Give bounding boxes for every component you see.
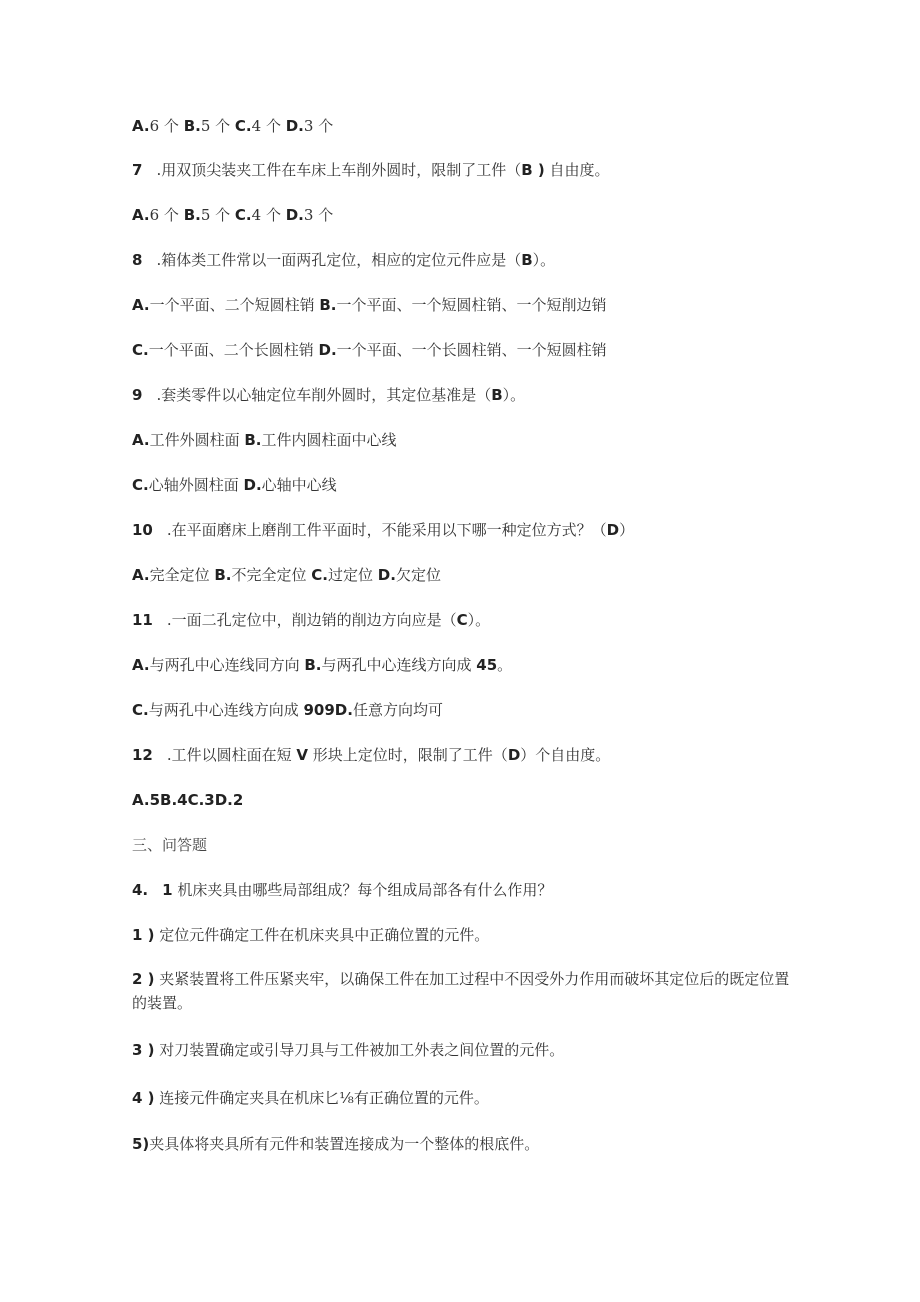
question-10 [132,519,634,541]
question-number: 9 [132,386,143,404]
option-a-text: 完全定位 [149,566,215,584]
option-c-text: 与两孔中心连线方向成 [148,701,304,719]
option-d-text: 一个平面、一个长圆柱销、一个短圆柱销 [336,341,607,359]
option-c-text: 4 个 [251,117,286,135]
option-c-label: C. [132,341,149,359]
option-d-label: 909D. [303,701,353,719]
answer-item-3 [132,1039,564,1061]
item-text: 夹具体将夹具所有元件和装置连接成为一个整体的根底件。 [149,1135,540,1153]
option-a-label: A. [132,206,150,224]
question-text: 机床夹具由哪些局部组成？每个组成局部各有什么作用？ [172,881,553,899]
option-c-label: C. [234,117,252,135]
question-text: .箱体类工件常以一面两孔定位，相应的定位元件应是（ [156,251,522,269]
option-a-label: A. [132,296,150,314]
answer-mark: D [606,521,620,539]
answer-mark: D [507,746,521,764]
answer-mark: B [521,251,533,269]
question-7 [132,159,610,181]
question-number: 11 [132,611,153,629]
item-number: 3 ) [132,1041,155,1059]
options-line-q9-ab [132,429,397,451]
option-a-label: A. [132,431,150,449]
option-d-label: D. [243,476,262,494]
options-line-q11-cd [132,699,443,721]
option-c-text: 4 个 [251,206,286,224]
question-text-mid: 形块上定位时，限制了工件（ [308,746,508,764]
question-number: 8 [132,251,143,269]
question-text: .套类零件以心轴定位车削外圆时，其定位基准是（ [156,386,492,404]
item-text: 对刀装置确定或引导刀具与工件被加工外表之间位置的元件。 [154,1041,565,1059]
option-a-label: A. [132,656,150,674]
options-line-q6 [132,115,333,137]
option-a-label: A. [132,117,150,135]
question-12 [132,744,610,766]
section-title: 三、问答题 [132,836,208,854]
question-number: 7 [132,161,143,179]
answer-item-5 [132,1133,539,1155]
option-b-text: 工件内圆柱面中心线 [261,431,397,449]
option-c-text: 心轴外圆柱面 [148,476,244,494]
question-text: .一面二孔定位中，削边销的削边方向应是（ [166,611,457,629]
option-c-text: 过定位 [328,566,378,584]
question-text-end: ） [619,521,635,539]
item-number: 2 ) [132,970,155,988]
option-d-label: D. [285,117,304,135]
option-b-end: 。 [497,656,513,674]
item-text: 夹紧装置将工件压紧夹牢，以确保工件在加工过程中不因受外力作用而破坏其定位后的既定位置的装置。 [132,970,790,1012]
question-text-end: ）。 [532,251,556,269]
question-number: 12 [132,746,153,764]
answer-item-4 [132,1087,489,1109]
option-b-label: B. [304,656,322,674]
option-a-text: 6 个 [149,117,184,135]
question-11 [132,609,490,631]
answer-item-2 [132,967,792,1015]
option-c-label: C. [132,701,149,719]
options-line-q7 [132,204,333,226]
option-b-text: 一个平面、一个短圆柱销、一个短削边销 [336,296,607,314]
question-8 [132,249,555,271]
option-b-label: B. [244,431,262,449]
option-b-text: 5 个 [200,206,235,224]
answer-mark: B [491,386,503,404]
item-number: 5) [132,1135,150,1153]
option-c-label: C. [234,206,252,224]
item-number: 4 ) [132,1089,155,1107]
question-text-end: ）。 [502,386,526,404]
item-text: 定位元件确定工件在机床夹具中正确位置的元件。 [154,926,490,944]
option-b-label: B. [319,296,337,314]
item-text: 连接元件确定夹具在机床匕⅛有正确位置的元件。 [154,1089,489,1107]
option-d-label: D. [318,341,337,359]
options-line-q12 [132,789,243,811]
option-c-text: 一个平面、二个长圆柱销 [148,341,319,359]
option-d-text: 任意方向均可 [352,701,443,719]
option-b-text: 5 个 [200,117,235,135]
option-c-label: C. [311,566,329,584]
option-b-text: 与两孔中心连线方向成 [321,656,477,674]
question-9 [132,384,525,406]
question-text-end: ）。 [467,611,491,629]
option-b-angle: 45 [476,656,498,674]
options-text: A.5B.4C.3D.2 [132,791,244,809]
option-a-label: A. [132,566,150,584]
question-text: .在平面磨床上磨削工件平面时，不能采用以下哪一种定位方式？（ [166,521,607,539]
options-line-q11-ab [132,654,512,676]
option-d-label: D. [285,206,304,224]
option-c-label: C. [132,476,149,494]
option-b-label: B. [183,117,201,135]
option-a-text: 与两孔中心连线同方向 [149,656,305,674]
option-d-text: 欠定位 [395,566,441,584]
option-d-text: 3 个 [303,206,334,224]
options-line-q8-ab [132,294,607,316]
question-text: .用双顶尖装夹工件在车床上车削外圆时，限制了工件（ [156,161,522,179]
question-text-end: ）个自由度。 [520,746,611,764]
options-line-q8-cd [132,339,607,361]
question-text-end: 自由度。 [544,161,610,179]
section-heading [132,834,207,856]
question-number: 4. [132,881,149,899]
essay-question-4-1 [132,879,552,901]
option-d-label: D. [377,566,396,584]
option-a-text: 工件外圆柱面 [149,431,245,449]
option-b-label: B. [183,206,201,224]
option-b-label: B. [214,566,232,584]
question-number: 10 [132,521,153,539]
options-line-q10 [132,564,441,586]
option-d-text: 心轴中心线 [261,476,337,494]
v-letter: V [296,746,309,764]
answer-mark: C [456,611,468,629]
question-text: .工件以圆柱面在短 [166,746,297,764]
option-d-text: 3 个 [303,117,334,135]
option-b-text: 不完全定位 [231,566,312,584]
option-a-text: 6 个 [149,206,184,224]
options-line-q9-cd [132,474,337,496]
answer-mark: B ) [521,161,545,179]
option-a-text: 一个平面、二个短圆柱销 [149,296,320,314]
question-subnumber: 1 [162,881,173,899]
answer-item-1 [132,924,489,946]
item-number: 1 ) [132,926,155,944]
